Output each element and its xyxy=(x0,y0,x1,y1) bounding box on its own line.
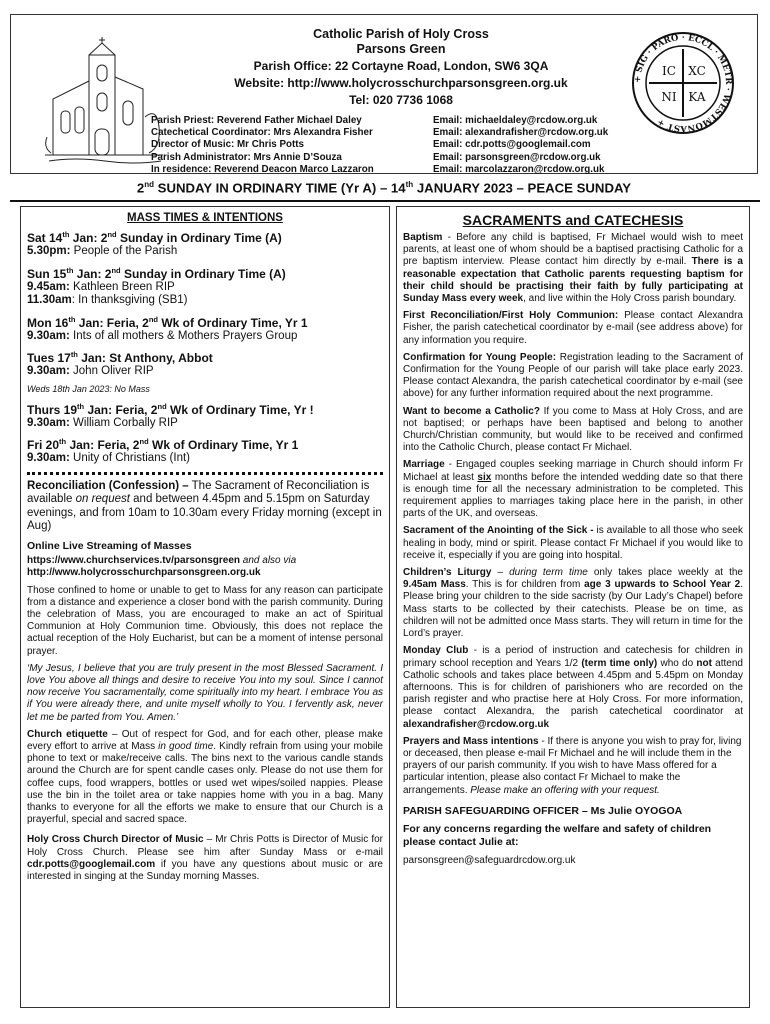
text-span: is available to all those who seek healing in body, mind or spirit. Please contact Fr Michael if you would like to receive it, especially if you are going into hospital. xyxy=(403,525,743,561)
childrens-liturgy-paragraph xyxy=(403,567,743,640)
text-span: Sat 14 xyxy=(27,231,63,245)
parish-website[interactable]: Website: http://www.holycrosschurchparsonsgreen.org.uk xyxy=(234,76,568,90)
mass-entry xyxy=(27,264,383,308)
baptism-paragraph xyxy=(403,232,743,305)
text-span: Jan: St Anthony, Abbot xyxy=(77,351,213,365)
text-span: Jan: 2 xyxy=(73,266,112,281)
stream-link-churchservices[interactable]: https://www.churchservices.tv/parsonsgreen xyxy=(27,554,241,566)
text-span: Sacrament of the Anointing of the Sick - xyxy=(403,525,594,537)
parish-office: Parish Office: 22 Cortayne Road, London, SW6 3QA xyxy=(253,59,549,73)
text-span: nd xyxy=(139,437,149,446)
text-span: – Out of respect for God, and for each other, please make every effort to arrive at Mass xyxy=(27,728,383,752)
text-span: Please make an offering with your request. xyxy=(470,784,660,796)
text-span: Want to become a Catholic? xyxy=(403,405,540,417)
text-span: Children’s Liturgy xyxy=(403,567,492,579)
mass-line xyxy=(27,417,383,431)
staff-email[interactable]: Email: alexandrafisher@rcdow.org.uk xyxy=(433,127,609,139)
text-span: John Oliver RIP xyxy=(69,365,154,377)
mass-day xyxy=(27,348,383,365)
text-span: who do xyxy=(657,657,697,669)
text-span: – Mr Chris Potts is Director of Music for Holy Cross Church. Please see him after Sunday Mass or e-mail xyxy=(27,834,384,858)
text-span: 9.30am: xyxy=(27,365,70,377)
anointing-paragraph xyxy=(403,525,743,562)
text-span: th xyxy=(77,401,85,411)
become-catholic-paragraph xyxy=(403,406,743,455)
title-divider xyxy=(10,200,760,202)
text-span: . Please bring your children to the side sacristy (by Our Lady’s Chapel) before Mass starts to be collected by their catechists. Please be on time, as children will not be admitted once Mass starts. They will return in time for the Lord’s prayer. xyxy=(403,579,743,640)
text-span: Sunday in Ordinary Time (A) xyxy=(120,266,286,281)
sacraments-heading: SACRAMENTS and CATECHESIS xyxy=(462,212,684,228)
parish-area: Parsons Green xyxy=(356,42,446,56)
text-span: Prayers and Mass intentions xyxy=(403,735,539,747)
mass-entry xyxy=(27,348,383,379)
spiritual-communion-prayer: ‘My Jesus, I believe that you are truly present in the most Blessed Sacrament. I love You above all things and desire to receive You into my soul. Since I cannot now receive You sacramentally, come spiritually into my heart. I embrace You as if You were already there, and unite myself wholly to You. I fervently ask, never let me be parted from You. Amen.’ xyxy=(27,662,383,723)
text-span: - Before any child is baptised, Fr Michael would wish to meet parents, at least one of whom should be a baptised practising Catholic for a pre baptism interview. Please contact him directly by e-mail. xyxy=(403,232,743,268)
text-span: Fri 20 xyxy=(27,438,60,452)
mass-line xyxy=(27,452,383,466)
mass-entry xyxy=(27,400,383,431)
text-span: 9.45am: xyxy=(27,280,70,293)
text-span: during term time xyxy=(509,567,588,579)
confirmation-paragraph xyxy=(403,352,743,401)
coordinator-email-link[interactable]: alexandrafisher@rcdow.org.uk xyxy=(403,718,550,730)
stream-also: and also via xyxy=(240,554,297,566)
church-illustration xyxy=(45,37,165,171)
mass-line xyxy=(27,281,383,295)
text-span: not xyxy=(696,657,712,669)
text-span: First Reconciliation/First Holy Communion: xyxy=(403,310,619,322)
title-sup: nd xyxy=(144,180,155,189)
text-span: There is a reasonable expectation that Catholic parents requesting baptism for their child should be practising their faith by fully participating at Sunday Mass every week xyxy=(403,256,743,305)
monday-club-paragraph xyxy=(403,645,743,730)
text-span: Marriage xyxy=(403,459,445,471)
seal-ring-text: + SIG · PARO · ECCL · METR · WESTMONAST + xyxy=(632,32,734,134)
text-span: th xyxy=(70,350,78,359)
text-span: Church etiquette xyxy=(27,728,108,740)
text-span: William Corbally RIP xyxy=(69,416,178,429)
text-span: Jan: Feria, 2 xyxy=(66,438,140,452)
seal-xc: XC xyxy=(688,64,706,78)
prayers-intentions-paragraph xyxy=(403,736,743,797)
text-span: , and live within the Holy Cross parish boundary. xyxy=(523,293,737,305)
text-span: . This is for children from xyxy=(465,579,585,591)
right-column xyxy=(396,206,750,1008)
mass-entry xyxy=(27,313,383,344)
title-part: JANUARY 2023 – PEACE SUNDAY xyxy=(413,180,632,196)
staff-email[interactable]: Email: parsonsgreen@rcdow.org.uk xyxy=(433,151,601,163)
mass-line xyxy=(27,365,383,379)
safeguarding-email-link[interactable]: parsonsgreen@safeguardrcdow.org.uk xyxy=(403,854,576,866)
newsletter-header xyxy=(10,14,758,174)
text-span: Jan: Feria, 2 xyxy=(84,402,158,417)
text-span: th xyxy=(68,314,76,324)
parish-name: Catholic Parish of Holy Cross xyxy=(313,27,489,41)
streaming-links xyxy=(27,555,383,580)
seal-ic: IC xyxy=(662,64,676,78)
mass-times-heading: MASS TIMES & INTENTIONS xyxy=(127,212,283,224)
diocese-seal-icon xyxy=(631,31,735,135)
text-span: 9.30am: xyxy=(27,329,70,342)
parish-phone: Tel: 020 7736 1068 xyxy=(349,93,453,107)
music-director-paragraph xyxy=(27,834,383,883)
text-span: Kathleen Breen RIP xyxy=(69,280,175,293)
seal-ka: KA xyxy=(688,90,706,104)
mass-day xyxy=(27,264,383,281)
title-part: SUNDAY IN ORDINARY TIME (Yr A) – 14 xyxy=(154,180,406,196)
text-span: age 3 upwards to School Year 2 xyxy=(584,579,741,591)
mass-line xyxy=(27,245,383,259)
text-span: Wk of Ordinary Time, Yr 1 xyxy=(148,438,299,452)
seal-ni: NI xyxy=(661,90,677,104)
text-span: Ints of all mothers & Mothers Prayers Group xyxy=(69,329,298,342)
staff-role: Parish Administrator: Mrs Annie D’Souza xyxy=(151,151,342,163)
text-span: Holy Cross Church Director of Music xyxy=(27,834,204,846)
mass-line xyxy=(27,330,383,344)
text-span: and between 4.45pm and 5.15pm on Saturday evenings, and from 10am to 10.30am every Friday morning (except in Aug) xyxy=(27,493,382,532)
text-span: months before the intended wedding date so that there is enough time for all the necessary administration to be completed. This requirement applies to marriages taking place here in the parish, in other parts of the UK, and overseas. xyxy=(403,471,743,520)
staff-role: Director of Music: Mr Chris Potts xyxy=(151,139,304,151)
text-span: nd xyxy=(107,230,117,239)
text-span: in good time xyxy=(158,740,214,752)
text-span: If you come to Mass at Holy Cross, and are not baptised; or perhaps have been baptised and belong to another Church/Christian community, but would like to be received and confirmed into the Catholic Church, please contact Fr Michael. xyxy=(403,405,744,454)
text-span: nd xyxy=(157,401,167,411)
text-span: Mon 16 xyxy=(27,315,69,330)
safeguarding-heading: PARISH SAFEGUARDING OFFICER – Ms Julie OYOGOA xyxy=(403,804,683,817)
text-span: Sunday in Ordinary Time (A) xyxy=(116,231,282,245)
mass-entry xyxy=(27,435,383,466)
text-span: Tues 17 xyxy=(27,351,71,365)
text-span: Reconciliation (Confession) – xyxy=(27,479,189,492)
left-column xyxy=(20,206,390,1008)
reconciliation-paragraph xyxy=(27,480,383,534)
staff-email[interactable]: Email: marcolazzaron@rcdow.org.uk xyxy=(433,163,605,175)
stream-link-parish[interactable]: http://www.holycrosschurchparsonsgreen.org.uk xyxy=(27,567,261,578)
marriage-paragraph xyxy=(403,459,743,520)
weds-no-mass-note: Weds 18th Jan 2023: No Mass xyxy=(27,383,150,394)
mass-day xyxy=(27,228,383,245)
streaming-heading: Online Live Streaming of Masses xyxy=(27,539,192,552)
text-span: People of the Parish xyxy=(70,245,178,257)
text-span: Jan: Feria, 2 xyxy=(75,315,149,330)
text-span: : In thanksgiving (SB1) xyxy=(71,294,188,306)
text-span: . Kindly refrain from using your mobile phone to text or make/receive calls. The bins next to the various candle stands around the Church are for spent candle cases only. Please do not use them for coffee cups, food wrappers, bottles or used wet wipes/soiled nappies. Please use the bin in the toilet area or take nappies home with you in a bag. Many thanks to everyone for all the efforts we make to ensure that our Church is a prayerful, special and sacred space. xyxy=(27,740,383,826)
title-sup: th xyxy=(405,180,414,189)
staff-role: In residence: Reverend Deacon Marco Lazzaron xyxy=(151,163,374,175)
text-span: 9.45am Mass xyxy=(403,579,466,591)
text-span: - Engaged couples seeking marriage in Church should inform Fr Michael at least xyxy=(403,459,743,483)
text-span: Monday Club xyxy=(403,645,469,657)
text-span: 9.30am: xyxy=(27,416,70,429)
staff-roles xyxy=(151,115,421,176)
confined-paragraph: Those confined to home or unable to get to Mass for any reason can participate from a distance and experience a closer bond with the parish community. During the celebration of Mass, you are encouraged to make an act of Spiritual Communion at Holy Communion time. Obviously, this does not replace the actual reception of the Holy Eucharist, but can be a moment of intense personal prayer. xyxy=(27,584,383,657)
mass-day xyxy=(27,400,383,417)
section-divider xyxy=(27,472,383,475)
text-span: Thurs 19 xyxy=(27,402,78,417)
text-span: Registration leading to the Sacrament of Confirmation for the Young People of our parish will take place early 2023. Please contact Alexandra, the parish catechetical coordinator by e-mail (see above) for any further information required about the next programme. xyxy=(403,351,743,400)
text-span: Unity of Christians (Int) xyxy=(69,452,190,464)
safeguarding-text: For any concerns regarding the welfare and safety of children please contact Julie at: xyxy=(403,822,712,848)
text-span: Confirmation for Young People: xyxy=(403,351,557,363)
mass-day xyxy=(27,313,383,330)
text-span: on request xyxy=(75,493,130,505)
staff-role: Parish Priest: Reverend Father Michael Daley xyxy=(151,115,362,126)
church-etiquette-paragraph xyxy=(27,729,383,827)
text-span: Jan: 2 xyxy=(69,231,108,245)
text-span: – xyxy=(491,567,510,579)
header-text xyxy=(161,27,641,108)
text-span: only takes place weekly at the xyxy=(587,567,743,579)
text-span: th xyxy=(59,437,67,446)
music-email-link[interactable]: cdr.potts@googlemail.com xyxy=(27,858,156,870)
text-span: if you have any questions about music or are interested in singing at the Sunday morning Masses. xyxy=(27,858,383,882)
text-span: 5.30pm: xyxy=(27,245,71,257)
text-span: 9.30am: xyxy=(27,452,70,464)
text-span: Sun 15 xyxy=(27,266,67,281)
mass-day xyxy=(27,435,383,452)
text-span: (term time only) xyxy=(581,657,658,669)
text-span: th xyxy=(66,265,74,275)
staff-email[interactable]: Email: michaeldaley@rcdow.org.uk xyxy=(433,115,598,126)
text-span: Please contact Alexandra Fisher, the parish catechetical coordinator by e-mail (see address above) for any information you require. xyxy=(403,310,743,346)
text-span: attend Catholic schools and takes place between 4.45pm and 5.45pm on Monday afternoons. This is for children of parishioners who are recorded on the parish register and who practise here at Holy Cross. For more information, please contact Alexandra, the parish catechetical coordinator at xyxy=(403,657,743,718)
text-span: Wk of Ordinary Time, Yr ! xyxy=(166,402,314,417)
mass-entry xyxy=(27,228,383,259)
text-span: - is a period of instruction and catechesis for children in primary school reception and Years 1/2 xyxy=(403,645,743,669)
text-span: nd xyxy=(111,265,121,275)
text-span: - If there is anyone you wish to pray for, living or deceased, then please e-mail Fr Michael and he will include them in the prayers of our parish community. If you wish to have Mass offered for a particular intention, please also contact Fr Michael to make the arrangements. xyxy=(403,735,742,796)
page-title xyxy=(10,180,758,195)
title-part: 2 xyxy=(136,180,145,196)
text-span: 11.30am xyxy=(27,294,72,306)
mass-line xyxy=(27,294,383,308)
first-communion-paragraph xyxy=(403,310,743,347)
text-span: th xyxy=(62,230,70,239)
staff-role: Catechetical Coordinator: Mrs Alexandra Fisher xyxy=(151,127,373,139)
text-span: The Sacrament of Reconciliation is available xyxy=(27,479,370,505)
text-span: Baptism xyxy=(403,232,443,243)
text-span: six xyxy=(477,471,492,483)
text-span: nd xyxy=(148,314,158,324)
text-span: Wk of Ordinary Time, Yr 1 xyxy=(157,315,308,330)
staff-email[interactable]: Email: cdr.potts@googlemail.com xyxy=(433,139,591,151)
